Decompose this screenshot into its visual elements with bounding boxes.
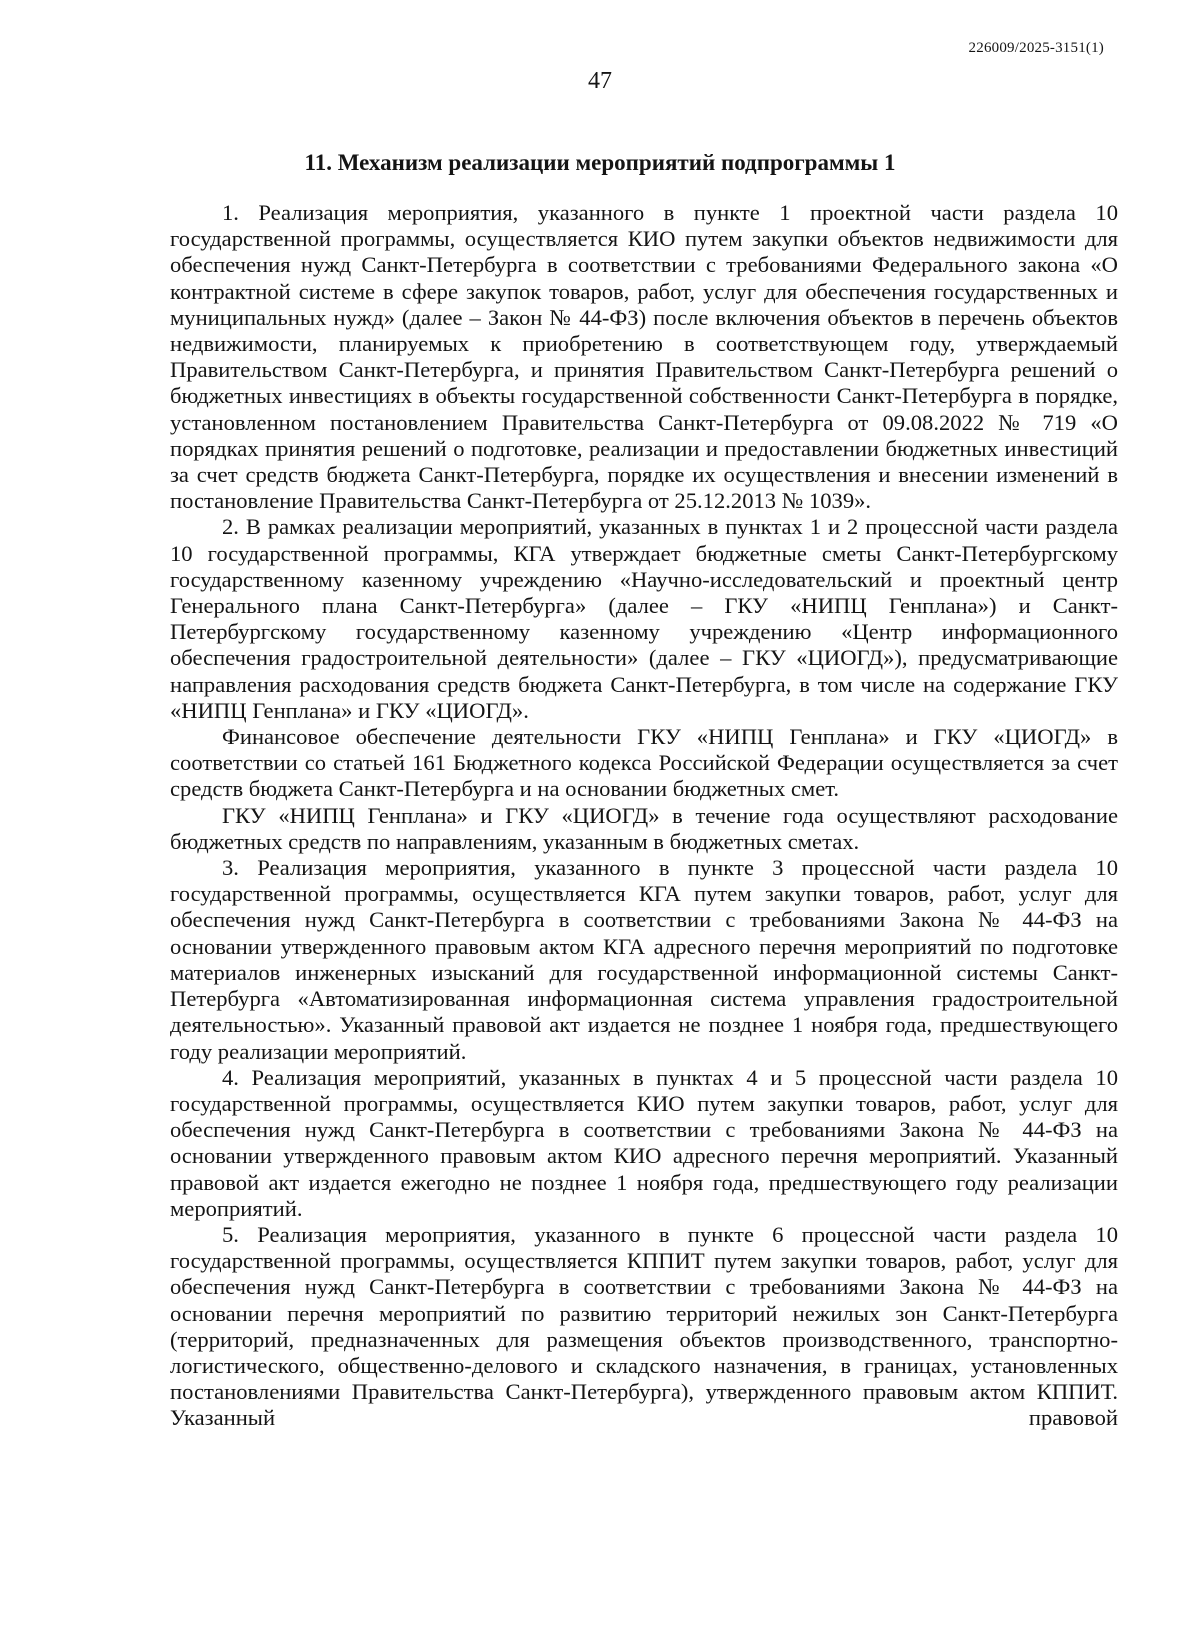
paragraph-financing: Финансовое обеспечение деятельности ГКУ «НИПЦ Генплана» и ГКУ «ЦИОГД» в соответствии со статьей 161 Бюджетного кодекса Российской Федерации осуществляется за счет средств бюджета Санкт-Петербурга и на основании бюджетных смет. [170, 724, 1118, 802]
paragraph-item-5: 5. Реализация мероприятия, указанного в пункте 6 процессной части раздела 10 государственной программы, осуществляется КППИТ путем закупки товаров, работ, услуг для обеспечения нужд Санкт-Петербурга в соответствии с требованиями Закона № 44-ФЗ на основании перечня мероприятий по развитию территорий нежилых зон Санкт-Петербурга (территорий, предназначенных для размещения объектов производственного, транспортно-логистического, общественно-делового и складского назначения, в границах, установленных постановлениями Правительства Санкт-Петербурга), утвержденного правовым актом КППИТ. Указанный правовой [170, 1221, 1118, 1431]
paragraph-item-2: 2. В рамках реализации мероприятий, указанных в пунктах 1 и 2 процессной части раздела 10 государственной программы, КГА утверждает бюджетные сметы Санкт-Петербургскому государственному казенному учреждению «Научно-исследовательский и проектный центр Генерального плана Санкт-Петербурга» (далее – ГКУ «НИПЦ Генплана») и Санкт-Петербургскому государственному казенному учреждению «Центр информационного обеспечения градостроительной деятельности» (далее – ГКУ «ЦИОГД»), предусматривающие направления расходования средств бюджета Санкт-Петербурга, в том числе на содержание ГКУ «НИПЦ Генплана» и ГКУ «ЦИОГД». [170, 514, 1118, 723]
page-number: 47 [588, 68, 612, 94]
document-id: 226009/2025-3151(1) [968, 40, 1104, 56]
paragraph-item-1: 1. Реализация мероприятия, указанного в пункте 1 проектной части раздела 10 государственной программы, осуществляется КИО путем закупки объектов недвижимости для обеспечения нужд Санкт-Петербурга в соответствии с требованиями Федерального закона «О контрактной системе в сфере закупок товаров, работ, услуг для обеспечения государственных и муниципальных нужд» (далее – Закон № 44-ФЗ) после включения объектов в перечень объектов недвижимости, планируемых к приобретению в соответствующем году, утверждаемый Правительством Санкт-Петербурга, и принятия Правительством Санкт-Петербурга решений о бюджетных инвестициях в объекты государственной собственности Санкт-Петербурга в порядке, установленном постановлением Правительства Санкт-Петербурга от 09.08.2022 № 719 «О порядках принятия решений о подготовке, реализации и предоставлении бюджетных инвестиций за счет средств бюджета Санкт-Петербурга, порядке их осуществления и внесении изменений в постановление Правительства Санкт-Петербурга от 25.12.2013 № 1039». [170, 200, 1118, 514]
document-body [170, 200, 1118, 1432]
paragraph-spending: ГКУ «НИПЦ Генплана» и ГКУ «ЦИОГД» в течение года осуществляют расходование бюджетных средств по направлениям, указанным в бюджетных сметах. [170, 802, 1118, 854]
paragraph-item-4: 4. Реализация мероприятий, указанных в пунктах 4 и 5 процессной части раздела 10 государственной программы, осуществляется КИО путем закупки товаров, работ, услуг для обеспечения нужд Санкт-Петербурга в соответствии с требованиями Закона № 44-ФЗ на основании утвержденного правовым актом КИО адресного перечня мероприятий. Указанный правовой акт издается ежегодно не позднее 1 ноября года, предшествующего году реализации мероприятий. [170, 1064, 1118, 1221]
section-title: 11. Механизм реализации мероприятий подпрограммы 1 [304, 150, 896, 175]
paragraph-item-3: 3. Реализация мероприятия, указанного в пункте 3 процессной части раздела 10 государственной программы, осуществляется КГА путем закупки товаров, работ, услуг для обеспечения нужд Санкт-Петербурга в соответствии с требованиями Закона № 44-ФЗ на основании утвержденного правовым актом КГА адресного перечня мероприятий по подготовке материалов инженерных изысканий для государственной информационной системы Санкт-Петербурга «Автоматизированная информационная система управления градостроительной деятельностью». Указанный правовой акт издается не позднее 1 ноября года, предшествующего году реализации мероприятий. [170, 855, 1118, 1064]
